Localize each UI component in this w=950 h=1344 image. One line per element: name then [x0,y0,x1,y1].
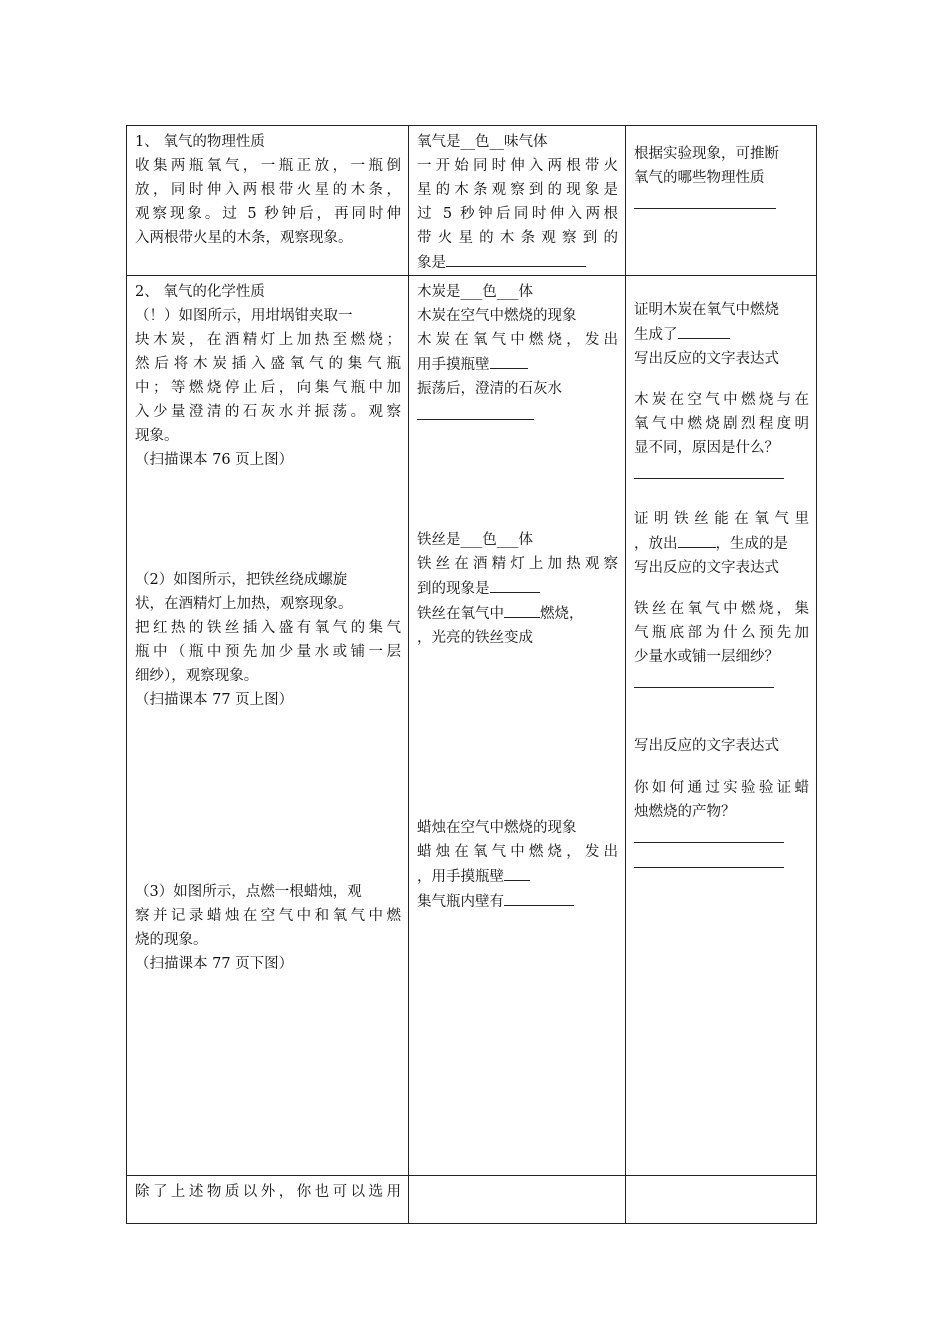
text-line: 显不同，原因是什么？ [634,440,779,456]
extension-question-cell[interactable] [626,1176,817,1224]
text-line: 木炭在空气中燃烧的现象 [417,308,577,324]
text-line: 铁丝是___色___体 [417,532,533,548]
text-line: 铁丝在氧气中 [417,606,504,622]
physical-property-procedure [127,126,409,276]
text-line: 木炭是___色___体 [417,284,533,300]
text-line: 根据实验现象，可推断 [634,146,779,162]
answer-blank[interactable] [504,889,574,906]
text-line: ，生成的是 [715,536,788,552]
text-line: 块木炭，在酒精灯上加热至燃烧； [135,332,401,348]
text-line: ，用手摸瓶壁 [417,869,504,885]
physical-property-observation [409,126,626,276]
image-placeholder-note: （扫描课本 76 页上图） [135,452,294,468]
answer-blank[interactable] [634,824,784,843]
text-line: 证明铁丝能在氧气里 [634,511,809,527]
text-line: 观察现象。过 5 秒钟后，再同时伸 [135,206,401,222]
text-line: 带火星的木条观察到的 [417,230,618,246]
text-line: 过 5 秒钟后同时伸入两根 [417,206,618,222]
text-line: 察并记录蜡烛在空气中和氧气中燃 [135,908,401,924]
answer-blank[interactable] [634,849,784,868]
text-line: 生成了 [634,327,678,343]
text-line: 蜡烛在氧气中燃烧，发出 [417,844,618,860]
text-line: 用手摸瓶壁 [417,357,490,373]
text-line: 烛燃烧的产物？ [634,804,736,820]
text-line: 烧的现象。 [135,932,208,948]
answer-blank[interactable] [678,531,716,548]
text-line: 气瓶底部为什么预先加 [634,625,809,641]
physical-property-question [626,126,817,276]
text-line: 氧气的哪些物理性质 [634,170,765,186]
extension-observation-cell[interactable] [409,1176,626,1224]
answer-blank[interactable] [678,322,730,339]
text-line: 氧气中燃烧剧烈程度明 [634,416,809,432]
text-line: ，光亮的铁丝变成 [417,630,533,646]
answer-blank[interactable] [634,190,776,209]
section-title: 1、 氧气的物理性质 [135,134,265,150]
table-row [127,276,817,1176]
answer-blank[interactable] [417,401,534,420]
text-line: 现象。 [135,428,179,444]
text-line: 木炭在空气中燃烧与在 [634,392,809,408]
text-line: 入两根带火星的木条，观察现象。 [135,230,353,246]
text-line: ，放出 [634,536,678,552]
text-line: 蜡烛在空气中燃烧的现象 [417,820,577,836]
answer-blank[interactable] [504,864,530,881]
text-line: 状，在酒精灯上加热，观察现象。 [135,596,353,612]
image-placeholder-note: （扫描课本 77 页下图） [135,956,294,972]
text-line: 象是 [417,255,446,271]
text-line: 集气瓶内壁有 [417,894,504,910]
text-line: 燃烧， [540,606,584,622]
answer-blank[interactable] [634,669,774,688]
text-line: 细纱），观察现象。 [135,668,259,684]
text-line: 写出反应的文字表达式 [634,560,779,576]
text-line: 收集两瓶氧气，一瓶正放，一瓶倒 [135,158,401,174]
text-line: 把红热的铁丝插入盛有氧气的集气 [135,620,401,636]
text-line: 入少量澄清的石灰水并振荡。观察 [135,404,401,420]
answer-blank[interactable] [490,352,528,369]
text-line: 一开始同时伸入两根带火 [417,158,618,174]
answer-blank[interactable] [490,576,540,593]
text-line: 氧气是__色__味气体 [417,134,548,150]
answer-blank[interactable] [446,250,586,267]
chemical-property-observation [409,276,626,1176]
text-line: 星的木条观察到的现象是 [417,182,618,198]
text-line: 铁丝在酒精灯上加热观察 [417,556,618,572]
chemical-property-procedure [127,276,409,1176]
text-line: （3）如图所示，点燃一根蜡烛，观 [135,884,362,900]
text-line: 写出反应的文字表达式 [634,351,779,367]
answer-blank[interactable] [634,460,784,479]
experiment-table [126,125,817,1224]
text-line: 振荡后，澄清的石灰水 [417,381,562,397]
image-placeholder-note: （扫描课本 77 页上图） [135,692,294,708]
text-line: 到的现象是 [417,581,490,597]
text-line: 木炭在氧气中燃烧，发出 [417,332,618,348]
text-line: 证明木炭在氧气中燃烧 [634,302,779,318]
text-line: 少量水或铺一层细纱？ [634,649,779,665]
text-line: （！）如图所示，用坩埚钳夹取一 [135,308,353,324]
answer-blank[interactable] [504,601,540,618]
text-line: 然后将木炭插入盛氧气的集气瓶 [135,356,401,372]
chemical-property-questions [626,276,817,1176]
text-line: 你如何通过实验验证蜡 [634,780,809,796]
section-title: 2、 氧气的化学性质 [135,284,265,300]
extension-cell [127,1176,409,1224]
text-line: 铁丝在氧气中燃烧，集 [634,601,809,617]
text-line: 写出反应的文字表达式 [634,738,779,754]
text-line: 放，同时伸入两根带火星的木条， [135,182,401,198]
text-line: 中；等燃烧停止后，向集气瓶中加 [135,380,401,396]
text-line: 除了上述物质以外，你也可以选用 [135,1184,401,1200]
table-row [127,1176,817,1224]
table-row [127,126,817,276]
text-line: （2）如图所示，把铁丝绕成螺旋 [135,572,348,588]
text-line: 瓶中（瓶中预先加少量水或铺一层 [135,644,401,660]
